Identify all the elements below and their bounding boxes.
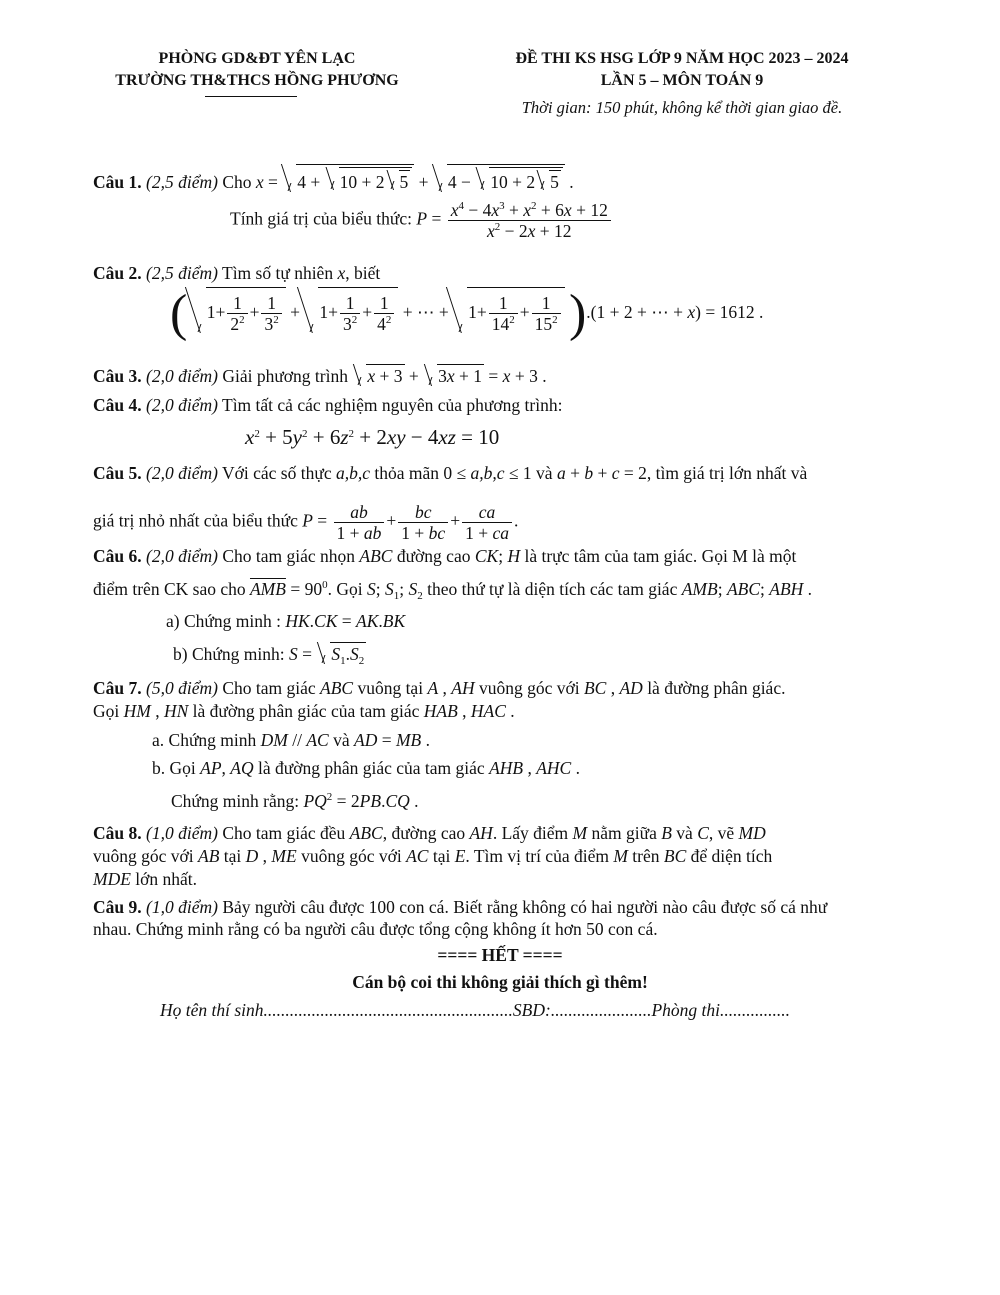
question-label: Câu 1. xyxy=(93,172,142,192)
question-points: (1,0 điểm) xyxy=(146,897,218,917)
question-label: Câu 5. xyxy=(93,463,142,483)
question-label: Câu 3. xyxy=(93,366,142,386)
question-text: Cho xyxy=(222,172,252,192)
question-points: (1,0 điểm) xyxy=(146,823,218,843)
department-name: PHÒNG GD&ĐT YÊN LẠC xyxy=(158,50,356,67)
question-points: (2,0 điểm) xyxy=(146,395,218,415)
question-8: Câu 8. (1,0 điểm) Cho tam giác đều ABC, đường cao AH. Lấy điểm M nằm giữa B và C, vẽ MD xyxy=(93,823,766,843)
question-text: Tính giá trị của biểu thức: xyxy=(230,208,412,229)
question-points: (2,0 điểm) xyxy=(146,463,218,483)
question-text: Tìm số tự nhiên xyxy=(222,263,334,283)
question-points: (2,0 điểm) xyxy=(146,546,218,566)
proctor-note: Cán bộ coi thi không giải thích gì thêm! xyxy=(352,972,648,992)
question-9-line-2: nhau. Chứng minh rằng có ba người câu được tổng cộng không ít hơn 50 con cá. xyxy=(93,919,658,939)
question-7a: a. Chứng minh DM // AC và AD = MB . xyxy=(152,730,430,750)
question-label: Câu 4. xyxy=(93,395,142,415)
question-2: Câu 2. (2,5 điểm) Tìm số tự nhiên x, biết xyxy=(93,263,381,283)
question-label: Câu 8. xyxy=(93,823,142,843)
question-1-expression: Tính giá trị của biểu thức: P = $\frac{x^4 - 4x^3 + x^2 + 6x + 12}{x^2 - 2x + 12}$ xyxy=(230,200,613,241)
question-4-equation: $x^2 + 5y^2 + 6z^2 + 2xy - 4xz = 10$ xyxy=(245,425,500,449)
question-7b: b. Gọi AP, AQ là đường phân giác của tam giác AHB , AHC . xyxy=(152,758,580,778)
question-7: Câu 7. (5,0 điểm) Cho tam giác ABC vuông tại A , AH vuông góc với BC , AD là đường phân giác. xyxy=(93,678,786,698)
question-label: Câu 2. xyxy=(93,263,142,283)
exam-subtitle: LẦN 5 – MÔN TOÁN 9 xyxy=(600,72,764,89)
header-divider xyxy=(205,96,297,97)
question-points: (2,0 điểm) xyxy=(146,366,218,386)
question-points: (2,5 điểm) xyxy=(146,263,218,283)
question-points: (2,5 điểm) xyxy=(146,172,218,192)
question-1: Câu 1. (2,5 điểm) Cho x = 4 + 10 + 2 5 + 4 − 10 + 2 5 . xyxy=(93,164,574,193)
fraction: $\frac{x^4 - 4x^3 + x^2 + 6x + 12}{x^2 - 2x + 12}$ xyxy=(448,200,611,241)
question-7b-proof: Chứng minh rằng: $PQ^2 = 2PB.CQ$ . xyxy=(171,791,419,811)
question-text: Tìm tất cả các nghiệm nguyên của phương trình: xyxy=(222,395,563,415)
question-9: Câu 9. (1,0 điểm) Bảy người câu được 100 con cá. Biết rằng không có hai người nào câu được số cá như xyxy=(93,897,828,917)
school-name: TRƯỜNG TH&THCS HỒNG PHƯƠNG xyxy=(115,72,399,89)
question-5: Câu 5. (2,0 điểm) Với các số thực a,b,c thỏa mãn 0 ≤ a,b,c ≤ 1 và a + b + c = 2, tìm giá trị lớn nhất và xyxy=(93,463,808,483)
question-6b: b) Chứng minh: $S = S_1.S_2$ xyxy=(173,644,365,667)
question-label: Câu 6. xyxy=(93,546,142,566)
question-label: Câu 7. xyxy=(93,678,142,698)
question-label: Câu 9. xyxy=(93,897,142,917)
candidate-fields: Họ tên thí sinh.........................................................SBD:.......................Phòng thi................ xyxy=(160,1000,790,1020)
question-6a: a) Chứng minh : HK.CK = AK.BK xyxy=(166,611,406,631)
question-7-line-2: Gọi HM , HN là đường phân giác của tam giác HAB , HAC . xyxy=(93,701,515,721)
question-2-equation: ( 1+ $\frac{1}{2^2}$ + $\frac{1}{3^2}$ + 1+ $\frac{1}{3^2}$ + $\frac{1}{4^2}$ + ⋯ + 1+ $\frac{1}{14^2}$ + $\frac{1}{15^2}$ ).(1 + 2 + ⋯ + x) = 1612 . xyxy=(170,284,764,342)
question-text: Giải phương trình xyxy=(222,366,348,386)
question-3: Câu 3. (2,0 điểm) Giải phương trình x + 3 + 3x + 1 = x + 3 . xyxy=(93,366,547,386)
exam-header xyxy=(472,48,892,92)
school-header xyxy=(72,48,442,92)
question-8-line-3: MDE lớn nhất. xyxy=(93,869,198,889)
question-5-line-2: giá trị nhỏ nhất của biểu thức P = $\frac{ab}{1 + ab}$ + $\frac{bc}{1 + bc}$ + $\frac{ca}{1 + ca}$ . xyxy=(93,502,519,543)
end-marker: ==== HẾT ==== xyxy=(437,945,563,965)
exam-time: Thời gian: 150 phút, không kể thời gian giao đề. xyxy=(521,98,843,117)
exam-title: ĐỀ THI KS HSG LỚP 9 NĂM HỌC 2023 – 2024 xyxy=(515,50,849,67)
math-expression: x xyxy=(255,172,264,192)
question-6: Câu 6. (2,0 điểm) Cho tam giác nhọn ABC đường cao CK; H là trực tâm của tam giác. Gọi M là một xyxy=(93,546,797,566)
question-8-line-2: vuông góc với AB tại D , ME vuông góc với AC tại E. Tìm vị trí của điểm M trên BC để diện tích xyxy=(93,846,773,866)
question-6-line-2: điểm trên CK sao cho $\overline{AMB} = 90^0$. Gọi S; $S_1$; $S_2$ theo thứ tự là diện tích các tam giác AMB; ABC; ABH . xyxy=(93,579,813,602)
question-4 xyxy=(93,394,562,416)
question-points: (5,0 điểm) xyxy=(146,678,218,698)
